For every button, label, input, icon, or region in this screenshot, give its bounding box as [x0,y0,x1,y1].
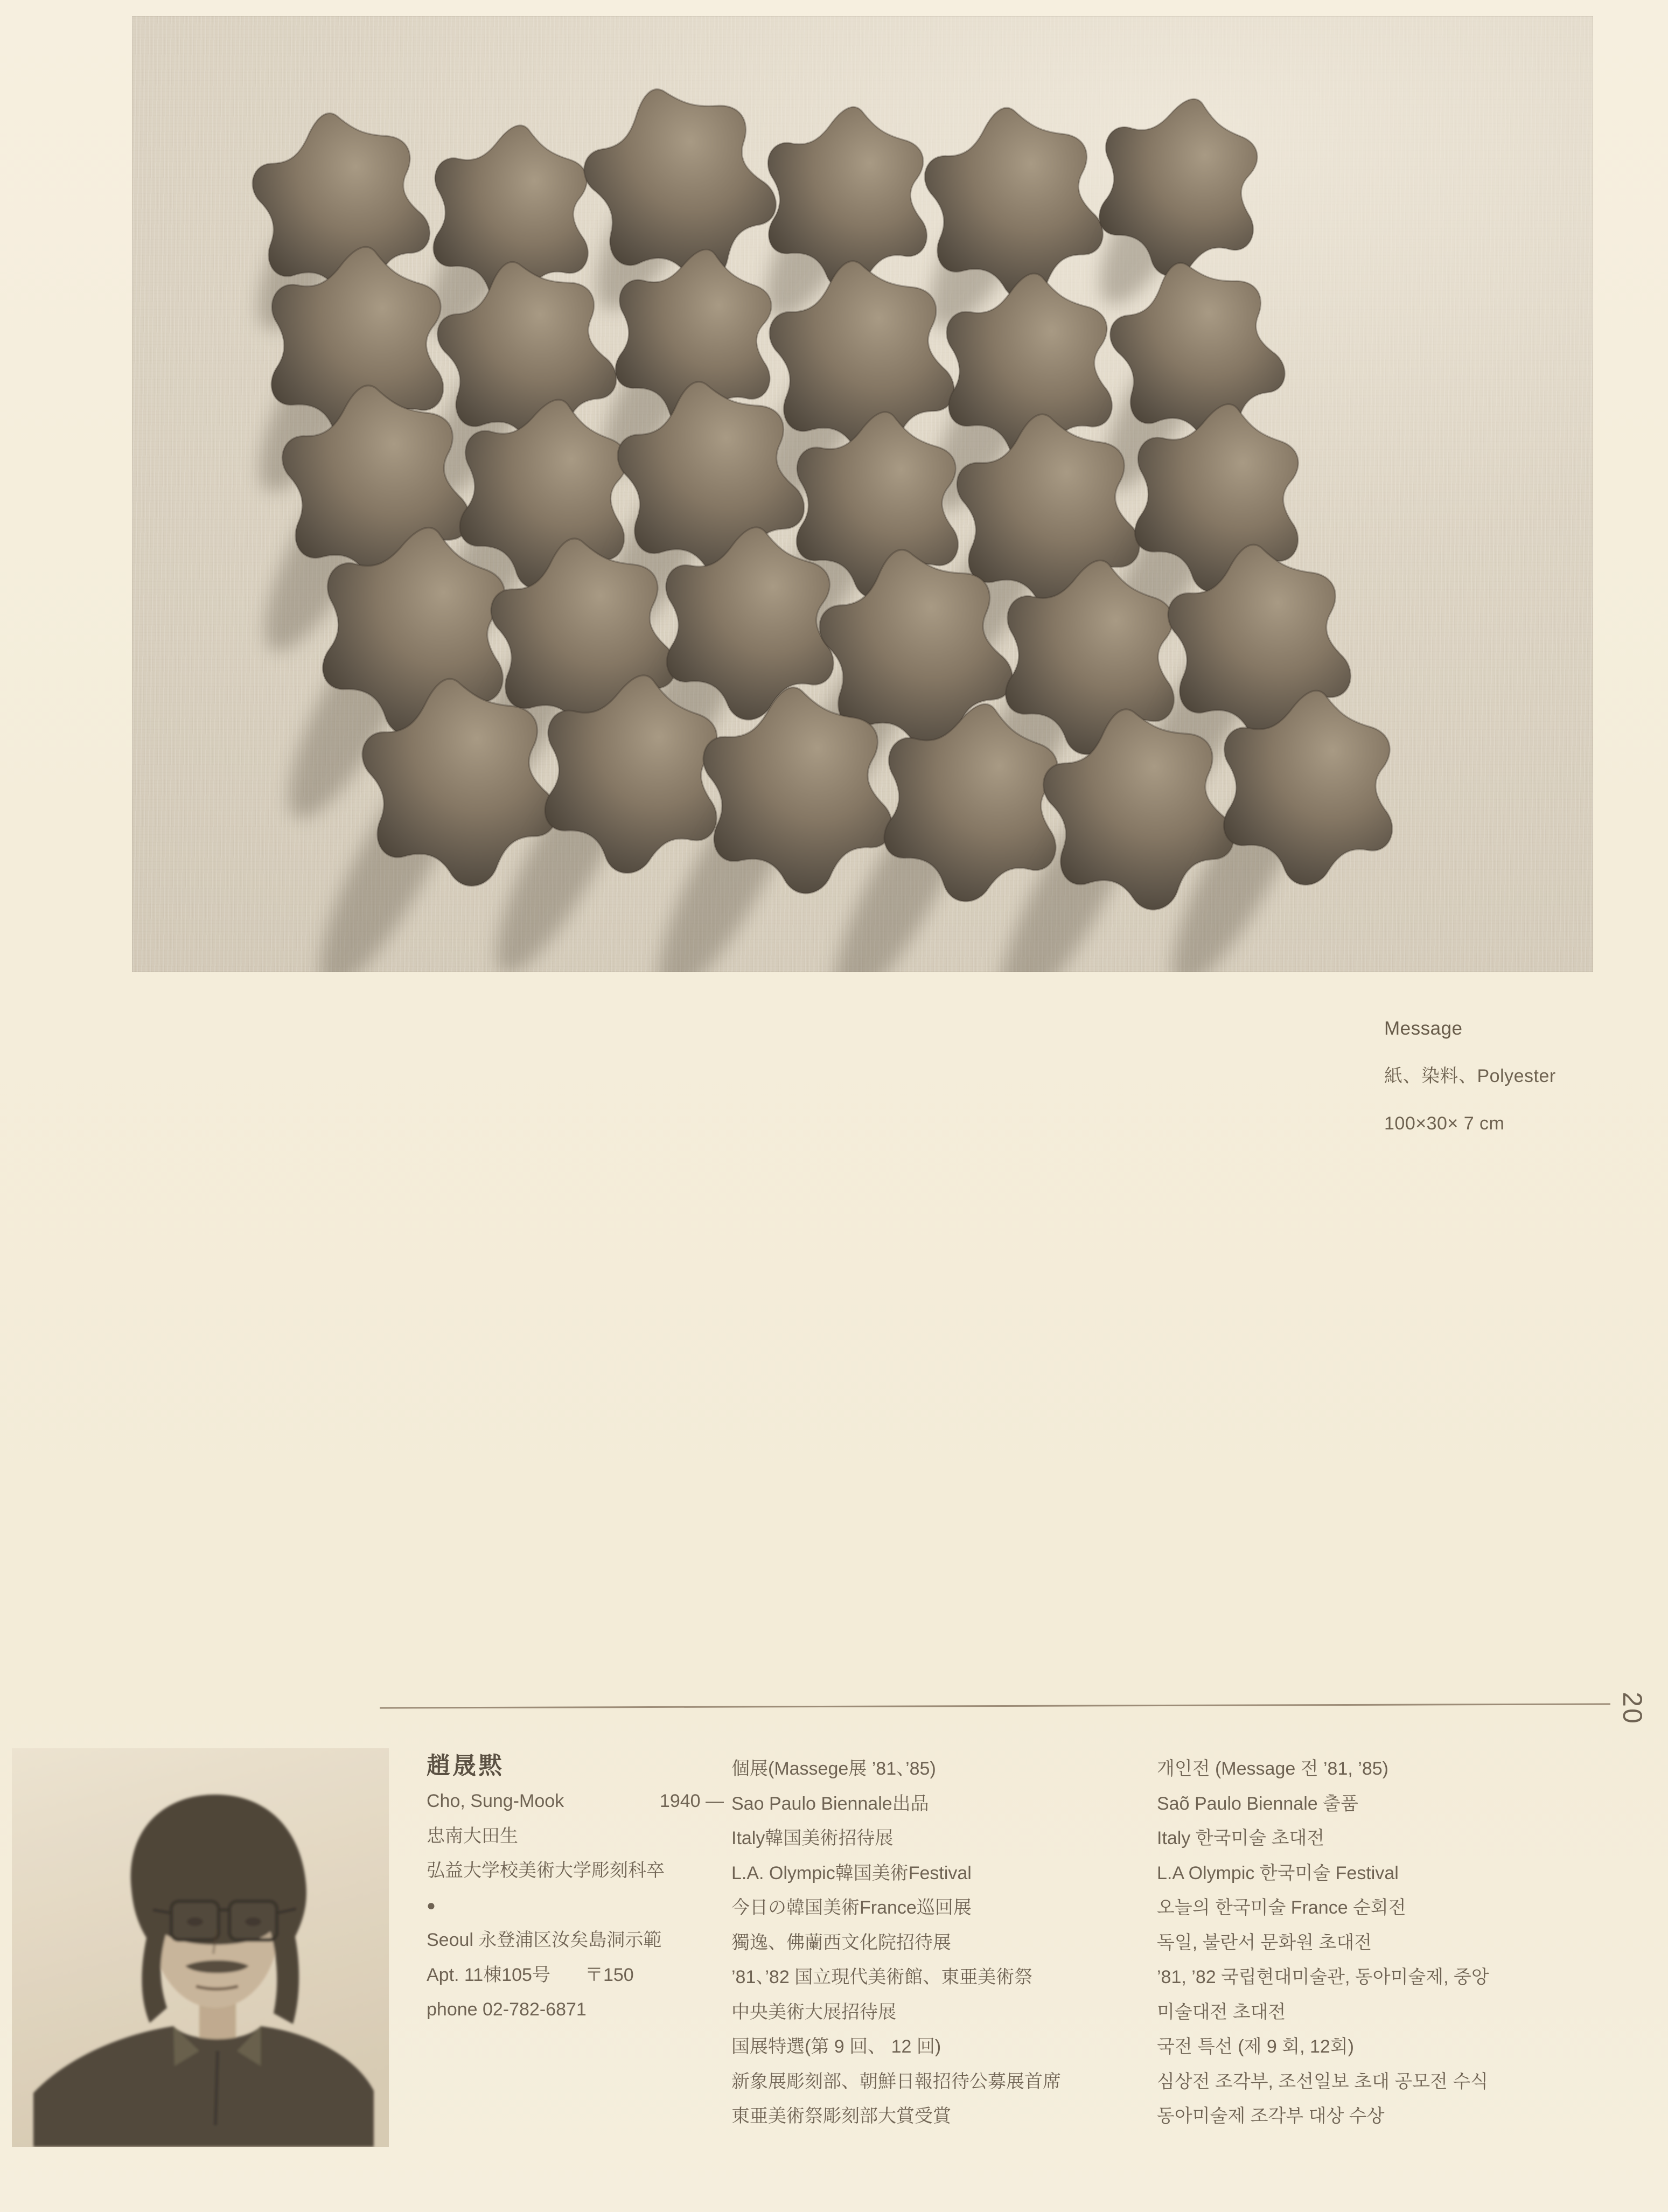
exhibition-line-ko: Saõ Paulo Biennale 출품 [1157,1793,1358,1814]
exhibition-line-ko: 국전 특선 (제 9 회, 12회) [1157,2036,1354,2057]
exhibition-line-ko: 개인전 (Message 전 ’81, ’85) [1157,1759,1388,1779]
exhibition-line-ko: 동아미술제 조각부 대상 수상 [1157,2106,1385,2126]
exhibition-line-ko: 독일, 불란서 문화원 초대전 [1157,1932,1372,1953]
artist-postal-code: 〒150 [584,1964,634,1985]
artwork-materials: 紙、染料、Polyester [1384,1066,1556,1086]
exhibition-line-ja: 個展(Massege展 ’81、’85) [731,1759,936,1779]
artwork-caption [1384,1005,1556,1147]
artist-address-line2-row [427,1958,728,1993]
bullet-marker: ● [427,1896,436,1914]
exhibition-line-ja: Italy韓国美術招待展 [731,1828,894,1848]
exhibition-line-ja: L.A. Olympic韓国美術Festival [731,1862,972,1883]
exhibition-line-ko: Italy 한국미술 초대전 [1157,1828,1325,1848]
artist-birthplace: 忠南大田生 [427,1825,518,1846]
exhibition-line-ja: 新象展彫刻部、朝鮮日報招待公募展首席 [731,2071,1061,2092]
page-number: 20 [1617,1692,1648,1725]
sculpture-layer [239,67,1404,972]
exhibition-line-ja: 中央美術大展招待展 [731,2001,896,2022]
artist-portrait-illustration [12,1748,389,2147]
artist-name-year-row [427,1784,724,1819]
artwork-dimensions: 100×30× 7 cm [1384,1113,1505,1134]
exhibition-line-ja: ’81、’82 国立現代美術館、東亜美術祭 [731,1967,1033,1987]
exhibition-line-ja: 東亜美術祭彫刻部大賞受賞 [731,2106,951,2126]
exhibition-line-ko: ’81, ’82 국립현대미술관, 동아미술제, 중앙 [1157,1967,1489,1987]
artwork-title: Message [1384,1018,1463,1039]
artist-birth-year: 1940 — [659,1791,724,1811]
artist-name-cjk: 趙晟黙 [427,1753,504,1779]
artist-portrait-photo [12,1748,389,2147]
artwork-photo [132,16,1593,972]
exhibition-line-ko: L.A Olympic 한국미술 Festival [1157,1862,1399,1883]
section-divider-rule [380,1703,1610,1708]
exhibition-line-ko: 심상전 조각부, 조선일보 초대 공모전 수식 [1157,2071,1489,2092]
exhibitions-korean-column [1157,1752,1631,2134]
exhibition-line-ja: 獨逸、佛蘭西文化院招待展 [731,1932,951,1953]
artist-phone: phone 02-782-6871 [427,1999,587,2020]
exhibition-line-ja: Sao Paulo Biennale出品 [731,1793,929,1814]
exhibition-line-ko: 미술대전 초대전 [1157,2001,1286,2022]
exhibition-line-ja: 今日の韓国美術France巡回展 [731,1897,972,1918]
exhibitions-japanese-column [731,1752,1162,2134]
sculpture-grid-illustration [132,16,1593,972]
exhibition-line-ko: 오늘의 한국미술 France 순회전 [1157,1897,1406,1918]
artist-info-column [427,1748,728,2027]
artist-address-line1: Seoul 永登浦区汝矣島洞示範 [427,1930,662,1950]
artist-education: 弘益大学校美術大学彫刻科卒 [427,1860,665,1881]
artist-address-line2: Apt. 11棟105号 [427,1964,550,1985]
exhibition-line-ja: 国展特選(第 9 回、 12 回) [731,2036,941,2057]
artist-name-roman: Cho, Sung-Mook [427,1791,564,1811]
